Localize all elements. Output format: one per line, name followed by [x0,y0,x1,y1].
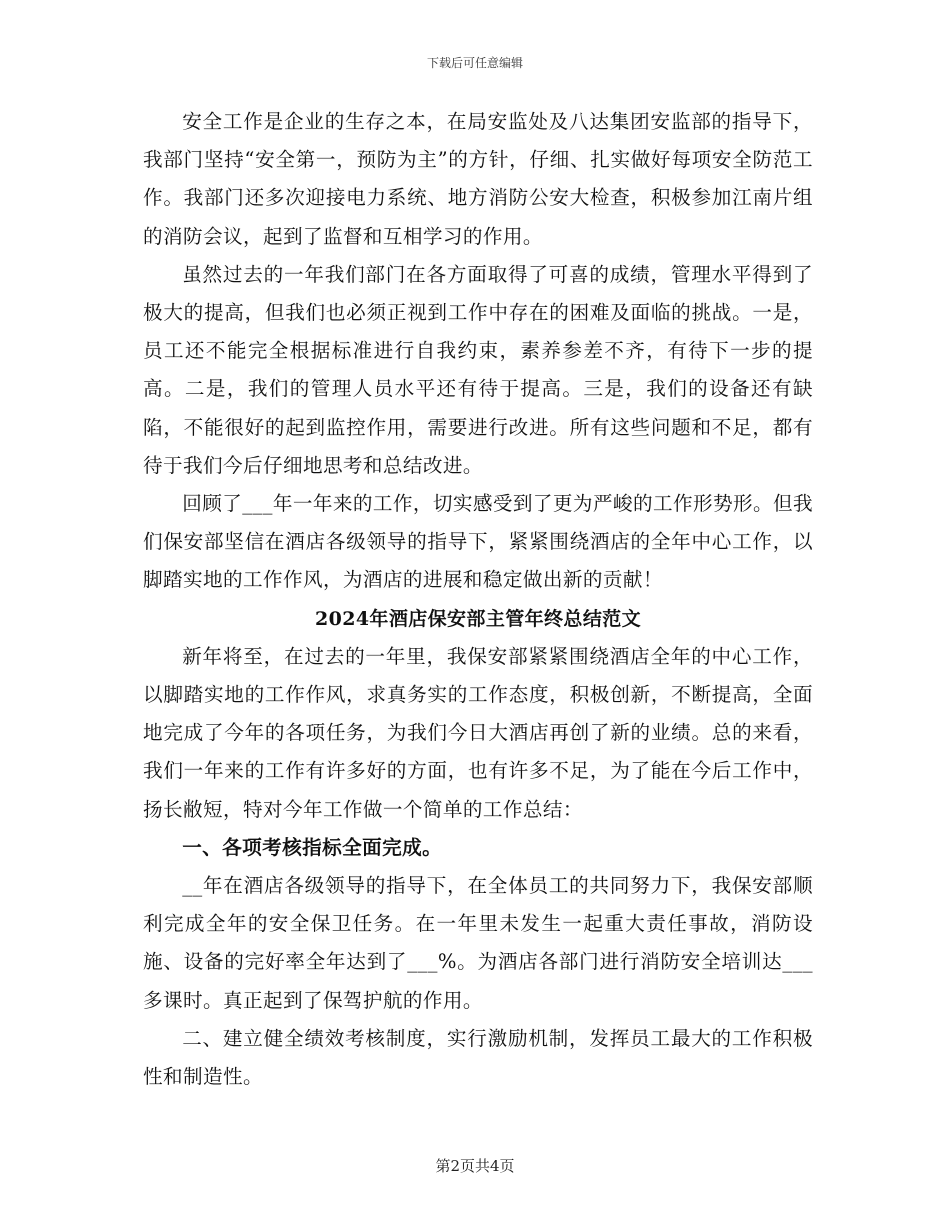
paragraph-intro: 新年将至，在过去的一年里，我保安部紧紧围绕酒店全年的中心工作，以脚踏实地的工作作风，求真务实的工作态度，积极创新，不断提高，全面地完成了今年的各项任务，为我们今日大酒店再创了新的业绩。总的来看，我们一年来的工作有许多好的方面，也有许多不足，为了能在今后工作中，扬长敝短，特对今年工作做一个简单的工作总结： [143,644,813,821]
page-header: 下载后可任意编辑 [426,56,523,70]
paragraph-challenges: 虽然过去的一年我们部门在各方面取得了可喜的成绩，管理水平得到了极大的提高，但我们也必须正视到工作中存在的困难及面临的挑战。一是，员工还不能完全根据标准进行自我约束，素养参差不齐，有待下一步的提高。二是，我们的管理人员水平还有待于提高。三是，我们的设备还有缺陷，不能很好的起到监控作用，需要进行改进。所有这些问题和不足，都有待于我们今后仔细地思考和总结改进。 [143,262,813,477]
paragraph-performance-system: 二、建立健全绩效考核制度，实行激励机制，发挥员工最大的工作积极性和制造性。 [143,1026,813,1089]
document-title: 2024年酒店保安部主管年终总结范文 [314,607,642,630]
paragraph-safety-work: 安全工作是企业的生存之本，在局安监处及八达集团安监部的指导下，我部门坚持“安全第一，预防为主”的方针，仔细、扎实做好每项安全防范工作。我部门还多次迎接电力系统、地方消防公安大检查，积极参加江南片组的消防会议，起到了监督和互相学习的作用。 [143,110,813,248]
document-body [143,103,813,1096]
page-footer: 第2页共4页 [435,1157,515,1175]
paragraph-assessment: __年在酒店各级领导的指导下，在全体员工的共同努力下，我保安部顺利完成全年的安全保卫任务。在一年里未发生一起重大责任事故，消防设施、设备的完好率全年达到了___%。为酒店各部门进行消防安全培训达___多课时。真正起到了保驾护航的作用。 [143,874,813,1012]
paragraph-review: 回顾了___年一年来的工作，切实感受到了更为严峻的工作形势形。但我们保安部坚信在酒店各级领导的指导下，紧紧围绕酒店的全年中心工作，以脚踏实地的工作作风，为酒店的进展和稳定做出新的贡献！ [143,492,813,592]
section-heading-1: 一、各项考核指标全面完成。 [182,835,443,859]
